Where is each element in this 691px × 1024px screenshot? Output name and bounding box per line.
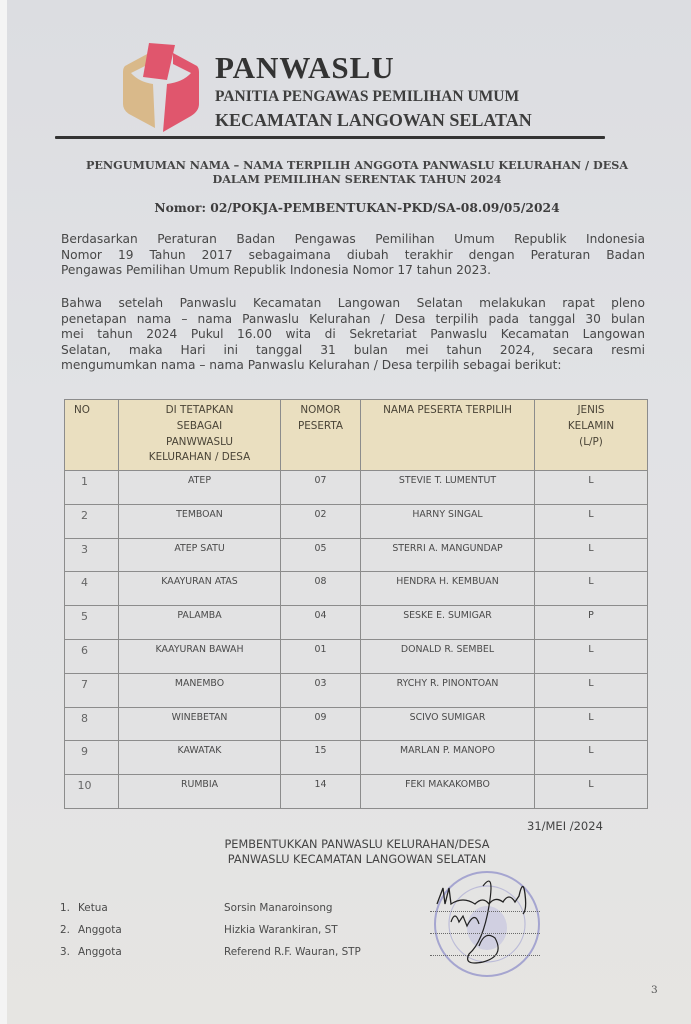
cell-desa: KAWATAK <box>119 741 281 775</box>
announcement-date: 31/MEI /2024 <box>527 819 603 833</box>
signer-name: Sorsin Manaroinsong <box>224 902 333 914</box>
signer-index: 2. <box>60 924 70 936</box>
cell-nomor-peserta: 08 <box>281 572 361 606</box>
column-header-jenis-kelamin <box>535 400 648 471</box>
cell-jenis-kelamin: L <box>535 538 648 572</box>
signer-index: 3. <box>60 946 70 958</box>
column-header-line: PESERTA <box>297 419 344 432</box>
column-header-line: (L/P) <box>579 435 603 448</box>
cell-desa: RUMBIA <box>119 775 281 809</box>
column-header-line: PANWWASLU <box>165 435 234 448</box>
paragraph-line: Berdasarkan Peraturan Badan Pengawas Pemilihan Umum Republik Indonesia <box>61 232 645 246</box>
column-header-line: NOMOR <box>300 404 341 416</box>
cell-desa: TEMBOAN <box>119 504 281 538</box>
paragraph-line: Nomor 19 Tahun 2017 sebagaimana diubah terakhir dengan Peraturan Badan <box>61 247 645 262</box>
announcement-title-line-1: PENGUMUMAN NAMA – NAMA TERPILIH ANGGOTA PANWASLU KELURAHAN / DESA <box>85 158 629 172</box>
logo-ballot <box>143 43 175 80</box>
cell-nama: MARLAN P. MANOPO <box>361 741 535 775</box>
table-row <box>65 673 648 707</box>
cell-nama: HARNY SINGAL <box>361 504 535 538</box>
column-header-nomor-peserta <box>281 400 361 471</box>
column-header-desa <box>119 400 281 471</box>
signer-row <box>60 924 480 944</box>
cell-nomor-peserta: 15 <box>281 741 361 775</box>
paragraph-line: mengumumkan nama – nama Panwaslu Kelurahan / Desa terpilih sebagai berikut: <box>61 358 562 372</box>
signer-name: Hizkia Warankiran, ST <box>224 924 338 936</box>
cell-no: 4 <box>65 572 119 606</box>
cell-desa: WINEBETAN <box>119 707 281 741</box>
cell-no: 2 <box>65 504 119 538</box>
cell-no: 7 <box>65 673 119 707</box>
cell-nama: SESKE E. SUMIGAR <box>361 606 535 640</box>
page-number: 3 <box>651 984 658 996</box>
cell-jenis-kelamin: L <box>535 639 648 673</box>
announcement-title-line-2: DALAM PEMILIHAN SERENTAK TAHUN 2024 <box>212 172 502 186</box>
cell-jenis-kelamin: L <box>535 775 648 809</box>
cell-no: 5 <box>65 606 119 640</box>
cell-nama: STERRI A. MANGUNDAP <box>361 538 535 572</box>
table-row <box>65 572 648 606</box>
cell-nama: STEVIE T. LUMENTUT <box>361 471 535 505</box>
column-header-line: KELURAHAN / DESA <box>148 451 251 464</box>
paragraph-line: Selatan, maka Hari ini tanggal 31 bulan mei tahun 2024, secara resmi <box>61 342 645 357</box>
column-header-nama: NAMA PESERTA TERPILIH <box>361 400 535 471</box>
cell-jenis-kelamin: L <box>535 504 648 538</box>
signature-line <box>430 955 540 956</box>
panwaslu-logo-icon <box>119 40 203 136</box>
cell-no: 6 <box>65 639 119 673</box>
cell-no: 10 <box>65 775 119 809</box>
table-row <box>65 538 648 572</box>
cell-nama: RYCHY R. PINONTOAN <box>361 673 535 707</box>
cell-jenis-kelamin: P <box>535 606 648 640</box>
table-row <box>65 639 648 673</box>
signer-role: Anggota <box>78 946 122 958</box>
cell-nomor-peserta: 09 <box>281 707 361 741</box>
cell-nama: FEKI MAKAKOMBO <box>361 775 535 809</box>
elected-members-table <box>64 399 648 809</box>
cell-no: 1 <box>65 471 119 505</box>
cell-desa: MANEMBO <box>119 673 281 707</box>
document-number: Nomor: 02/POKJA-PEMBENTUKAN-PKD/SA-08.09/05/2024 <box>154 200 560 215</box>
table-row <box>65 606 648 640</box>
table-header-row <box>65 400 648 471</box>
cell-jenis-kelamin: L <box>535 741 648 775</box>
cell-jenis-kelamin: L <box>535 572 648 606</box>
header-divider <box>55 136 605 139</box>
column-header-line: KELAMIN <box>567 419 615 432</box>
table-row <box>65 504 648 538</box>
signer-index: 1. <box>60 902 70 914</box>
paragraph-line: Pengawas Pemilihan Umum Republik Indonesia Nomor 17 tahun 2023. <box>61 263 491 277</box>
paragraph-line: mei tahun 2024 Pukul 16.00 wita di Sekretariat Panwaslu Kecamatan Langowan <box>61 327 645 341</box>
paragraph-legal-basis <box>61 232 645 279</box>
cell-nama: SCIVO SUMIGAR <box>361 707 535 741</box>
table-row <box>65 471 648 505</box>
table-row <box>65 775 648 809</box>
column-header-line: DI TETAPKAN <box>165 404 234 416</box>
signer-row <box>60 946 480 966</box>
cell-nomor-peserta: 03 <box>281 673 361 707</box>
paragraph-line: penetapan nama – nama Panwaslu Kelurahan / Desa terpilih pada tanggal 30 bulan <box>61 311 645 326</box>
cell-desa: ATEP SATU <box>119 538 281 572</box>
cell-desa: KAAYURAN ATAS <box>119 572 281 606</box>
cell-jenis-kelamin: L <box>535 471 648 505</box>
org-district: KECAMATAN LANGOWAN SELATAN <box>215 110 532 130</box>
cell-nomor-peserta: 01 <box>281 639 361 673</box>
paragraph-announcement <box>61 296 645 374</box>
cell-no: 3 <box>65 538 119 572</box>
cell-jenis-kelamin: L <box>535 673 648 707</box>
cell-desa: PALAMBA <box>119 606 281 640</box>
table-body <box>65 471 648 809</box>
cell-nomor-peserta: 02 <box>281 504 361 538</box>
column-header-line: JENIS <box>577 404 605 416</box>
committee-district: PANWASLU KECAMATAN LANGOWAN SELATAN <box>227 853 487 866</box>
signature-line <box>430 911 540 912</box>
cell-no: 8 <box>65 707 119 741</box>
signer-role: Ketua <box>78 902 108 914</box>
committee-name: PEMBENTUKKAN PANWASLU KELURAHAN/DESA <box>224 838 490 851</box>
cell-no: 9 <box>65 741 119 775</box>
document-page <box>7 0 691 1024</box>
column-header-no: NO <box>65 400 119 471</box>
table-row <box>65 707 648 741</box>
signer-row <box>60 902 480 922</box>
signature-line <box>430 933 540 934</box>
cell-nomor-peserta: 05 <box>281 538 361 572</box>
cell-nama: DONALD R. SEMBEL <box>361 639 535 673</box>
cell-nomor-peserta: 07 <box>281 471 361 505</box>
column-header-line: SEBAGAI <box>176 419 223 432</box>
cell-nomor-peserta: 14 <box>281 775 361 809</box>
paragraph-line: Bahwa setelah Panwaslu Kecamatan Langowan Selatan melakukan rapat pleno <box>61 296 645 310</box>
cell-desa: KAAYURAN BAWAH <box>119 639 281 673</box>
signer-role: Anggota <box>78 924 122 936</box>
cell-jenis-kelamin: L <box>535 707 648 741</box>
org-subtitle: PANITIA PENGAWAS PEMILIHAN UMUM <box>215 88 520 105</box>
brand-name: PANWASLU <box>215 50 395 85</box>
cell-desa: ATEP <box>119 471 281 505</box>
cell-nama: HENDRA H. KEMBUAN <box>361 572 535 606</box>
cell-nomor-peserta: 04 <box>281 606 361 640</box>
signer-name: Referend R.F. Wauran, STP <box>224 946 361 958</box>
table-row <box>65 741 648 775</box>
